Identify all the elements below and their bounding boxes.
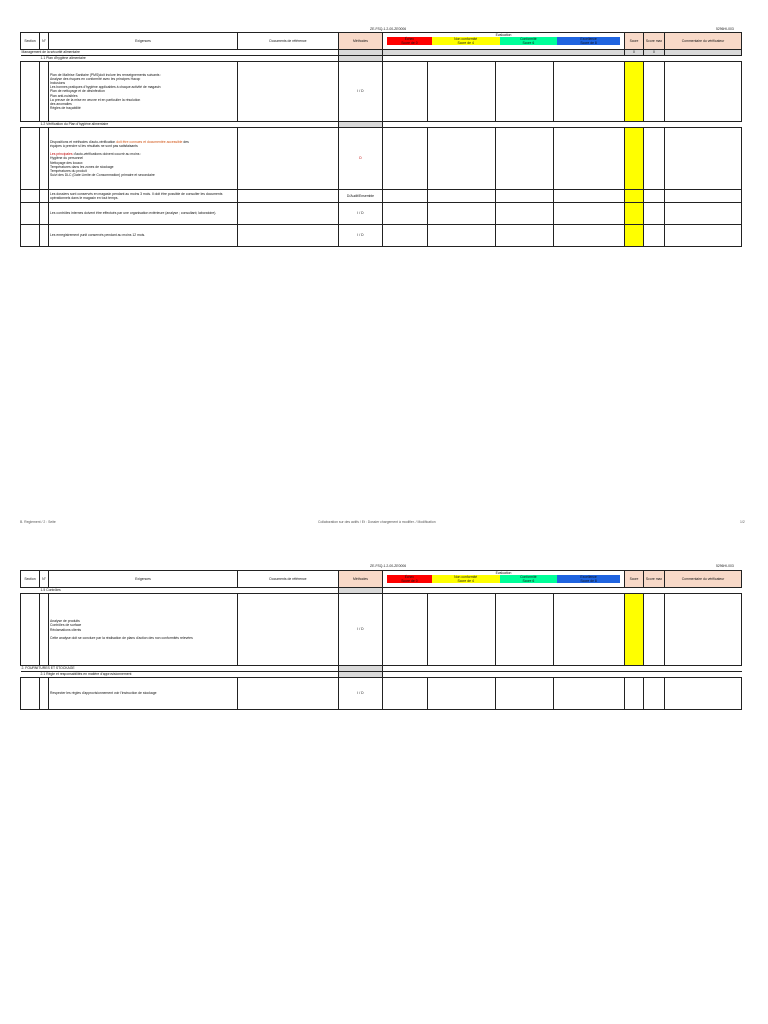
document-cell[interactable]: [238, 190, 339, 203]
eval-level-fail: Échec Score de 0: [387, 37, 432, 45]
doc-code: ZE-FSQ-1.2-00-ZE0006: [370, 27, 407, 31]
header-score: Score: [625, 571, 644, 588]
eval-excel-cell[interactable]: [554, 594, 625, 666]
method-cell: D: [339, 128, 383, 190]
eval-conf-cell[interactable]: [496, 190, 554, 203]
table-row: [21, 190, 742, 203]
table-row: [21, 678, 742, 710]
evaluation-title: Evaluation: [495, 33, 512, 37]
evaluation-title: Evaluation: [495, 571, 512, 575]
score-max-cell: [644, 203, 665, 225]
score-cell[interactable]: [625, 128, 644, 190]
header-score-max: Score max: [644, 571, 665, 588]
eval-nonconf-cell[interactable]: [428, 678, 496, 710]
eval-fail-cell[interactable]: [383, 203, 428, 225]
eval-level-excellence: Excellence Score de 8: [557, 37, 620, 45]
eval-excel-cell[interactable]: [554, 225, 625, 247]
requirement-cell: Les dossiers sont conservés en magasin pendant au moins 3 mois. Il doit être possible de consulter les documents opérationnels dans le magasin en tout temps.: [49, 190, 238, 203]
eval-nonconf-cell[interactable]: [428, 190, 496, 203]
header-score: Score: [625, 33, 644, 50]
eval-conf-cell[interactable]: [496, 678, 554, 710]
header-evaluation: [383, 33, 625, 50]
eval-nonconf-cell[interactable]: [428, 62, 496, 122]
eval-fail-cell[interactable]: [383, 62, 428, 122]
score-cell[interactable]: [625, 594, 644, 666]
header-methods: Méthodes: [339, 33, 383, 50]
eval-conf-cell[interactable]: [496, 594, 554, 666]
section-score: 0: [625, 50, 644, 56]
document-cell[interactable]: [238, 203, 339, 225]
header-no: N°: [40, 33, 49, 50]
doc-ref: 5296HI-003: [716, 27, 734, 31]
eval-excel-cell[interactable]: [554, 203, 625, 225]
comment-cell[interactable]: [665, 225, 742, 247]
subsection-title: 1.5 Contrôles: [21, 588, 339, 594]
score-cell[interactable]: [625, 678, 644, 710]
method-cell: I / D: [339, 678, 383, 710]
table-header-row: [21, 571, 742, 588]
footer-center: Collaboration sur des actifs / Et : Dossier chargement à modifier. / Modification: [318, 520, 436, 524]
score-max-cell: [644, 128, 665, 190]
table-row: [21, 594, 742, 666]
header-comment: Commentaire du vérificateur: [665, 571, 742, 588]
method-cell: I / D: [339, 225, 383, 247]
subsection-title: 2.1 Règle et responsabilités en matière d'approvisionnement: [21, 672, 339, 678]
header-section: Section: [21, 571, 40, 588]
header-documents: Documents de référence: [238, 571, 339, 588]
header-comment: Commentaire du vérificateur: [665, 33, 742, 50]
header-methods: Méthodes: [339, 571, 383, 588]
eval-level-nonconformity: Non conformité Score de 4: [432, 575, 500, 583]
eval-level-conformity: Conformité Score 6: [500, 575, 558, 583]
comment-cell[interactable]: [665, 203, 742, 225]
comment-cell[interactable]: [665, 62, 742, 122]
score-max-cell: [644, 225, 665, 247]
eval-fail-cell[interactable]: [383, 678, 428, 710]
score-cell[interactable]: [625, 203, 644, 225]
eval-conf-cell[interactable]: [496, 203, 554, 225]
eval-level-excellence: Excellence Score de 8: [557, 575, 620, 583]
eval-nonconf-cell[interactable]: [428, 203, 496, 225]
comment-cell[interactable]: [665, 190, 742, 203]
document-cell[interactable]: [238, 225, 339, 247]
eval-excel-cell[interactable]: [554, 190, 625, 203]
section-title: 2. FOURNITURES ET STOCKAGE: [21, 666, 339, 672]
method-cell: I / D: [339, 203, 383, 225]
audit-table-page-2: [20, 570, 742, 710]
requirement-cell: Les enregistrement yunit conservés pendant au moins 12 mois.: [49, 225, 238, 247]
eval-fail-cell[interactable]: [383, 594, 428, 666]
method-cell: I / D: [339, 594, 383, 666]
requirement-cell: Respecter les règles d'approvisionnement voir l'instruction de stockage: [49, 678, 238, 710]
eval-excel-cell[interactable]: [554, 128, 625, 190]
score-cell[interactable]: [625, 62, 644, 122]
table-row: [21, 203, 742, 225]
requirement-cell: Analyse de produits Contrôles de surface Réclamations clients Cette analyse doit se conclure par la réalisation de plans d'action des non conformités relevées: [49, 594, 238, 666]
comment-cell[interactable]: [665, 128, 742, 190]
audit-table-page-1: [20, 32, 742, 247]
document-cell[interactable]: [238, 128, 339, 190]
subsection-title: 1.2 Vérification du Plan d'hygiène alimentaire: [21, 122, 339, 128]
header-documents: Documents de référence: [238, 33, 339, 50]
eval-fail-cell[interactable]: [383, 190, 428, 203]
score-max-cell: [644, 594, 665, 666]
table-header-row: [21, 33, 742, 50]
document-cell[interactable]: [238, 678, 339, 710]
header-requirements: Exigences: [49, 571, 238, 588]
eval-fail-cell[interactable]: [383, 128, 428, 190]
header-requirements: Exigences: [49, 33, 238, 50]
eval-conf-cell[interactable]: [496, 62, 554, 122]
method-cell: I / D: [339, 62, 383, 122]
comment-cell[interactable]: [665, 678, 742, 710]
requirement-cell: Dispositions et méthodes d'auto-vérification doit être connues et documentée accessible des équipes à prendre si les résultats ne sont pas satisfaisants Les principales d'auto-vérifications doivent couvrir au moins : Hygiène du personnel Nettoyage des locaux Températures dans les zones de stockage Températures du produit Suivi des DLC (Date Limite de Consommation) primaire et secondaire: [49, 128, 238, 190]
section-title: Management de la sécurité alimentaire: [21, 50, 339, 56]
requirement-cell: Les contrôles internes doivent être effectués par une organisation extérieure (analyse ; consultant; laboratoire).: [49, 203, 238, 225]
header-section: Section: [21, 33, 40, 50]
subsection-title: 1.1 Plan d'hygiène alimentaire: [21, 56, 339, 62]
header-score-max: Score max: [644, 33, 665, 50]
document-cell[interactable]: [238, 594, 339, 666]
eval-level-nonconformity: Non conformité Score de 4: [432, 37, 500, 45]
method-cell: D/Audit/Ensemble: [339, 190, 383, 203]
eval-nonconf-cell[interactable]: [428, 128, 496, 190]
score-max-cell: [644, 62, 665, 122]
eval-nonconf-cell[interactable]: [428, 225, 496, 247]
doc-code: ZE-FSQ-1.2-00-ZE0006: [370, 564, 407, 568]
table-row: [21, 128, 742, 190]
eval-excel-cell[interactable]: [554, 678, 625, 710]
score-cell[interactable]: [625, 225, 644, 247]
eval-conf-cell[interactable]: [496, 128, 554, 190]
eval-nonconf-cell[interactable]: [428, 594, 496, 666]
score-cell[interactable]: [625, 190, 644, 203]
doc-ref: 5296HI-003: [716, 564, 734, 568]
footer-left: B. Reglement / 2 : Seite: [20, 520, 56, 524]
score-max-cell: [644, 190, 665, 203]
section-score-max: 0: [644, 50, 665, 56]
header-evaluation: [383, 571, 625, 588]
table-row: [21, 225, 742, 247]
comment-cell[interactable]: [665, 594, 742, 666]
eval-fail-cell[interactable]: [383, 225, 428, 247]
eval-excel-cell[interactable]: [554, 62, 625, 122]
score-max-cell: [644, 678, 665, 710]
eval-level-conformity: Conformité Score 6: [500, 37, 558, 45]
eval-level-fail: Échec Score de 0: [387, 575, 432, 583]
footer-right: 1/2: [740, 520, 745, 524]
header-no: N°: [40, 571, 49, 588]
eval-conf-cell[interactable]: [496, 225, 554, 247]
document-cell[interactable]: [238, 62, 339, 122]
table-row: [21, 62, 742, 122]
requirement-cell: Plan de Maîtrise Sanitaire (PMS)doit inclure les renseignements suivants : Analyse des risques en conformité avec les principes Haccp Inclusions Les bonnes pratiques d'hygiène applicables à chaque activité de magasin Plan de nettoyage et de désinfection Plan anti-nuisibles La preuve de la mise en œuvre et en particulier la résolution des anomalies Règles de traçabilité: [49, 62, 238, 122]
